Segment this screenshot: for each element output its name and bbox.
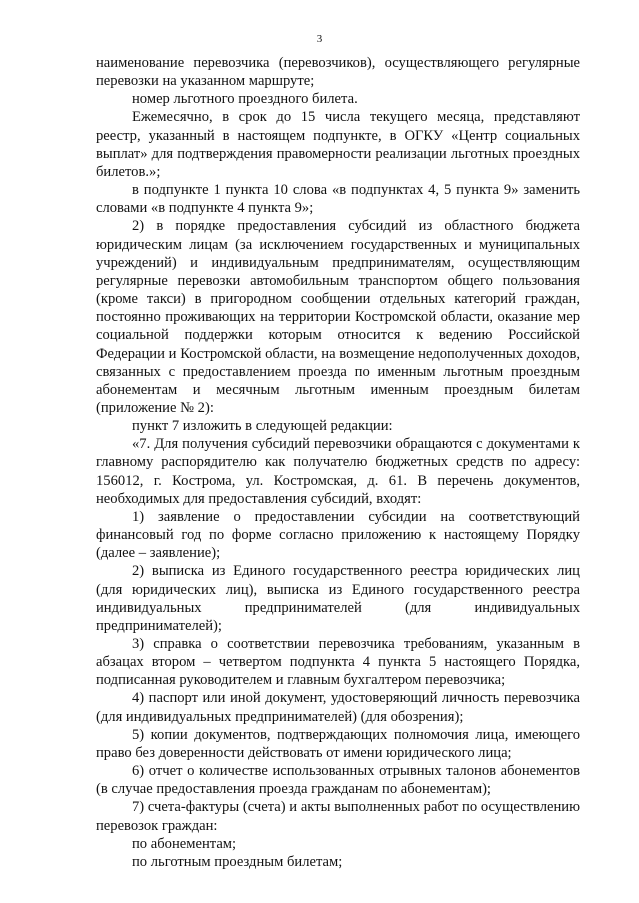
list-item-application: 1) заявление о предоставлении субсидии на соответствующий финансовый год по форме согласно приложению к настоящему Порядку (далее – заявление); xyxy=(96,508,580,562)
paragraph-monthly-registry: Ежемесячно, в срок до 15 числа текущего месяца, представляют реестр, указанный в настоящем подпункте, в ОГКУ «Центр социальных выплат» для подтверждения правомерности реализации льготных проездных билетов.»; xyxy=(96,109,580,180)
paragraph-point-7-text: «7. Для получения субсидий перевозчики обращаются с документами к главному распорядителю как получателю бюджетных средств по адресу: 156012, г. Кострома, ул. Костромская, д. 61. В перечень документов, необходимых для предоставления субсидий, входят: xyxy=(96,436,580,507)
paragraph-subsidy-order-2: 2) в порядке предоставления субсидий из областного бюджета юридическим лицам (за исключением государственных и муниципальных учреждений) и индивидуальным предпринимателям, осуществляющим регулярные перевозки автомобильным транспортом общего пользования (кроме такси) в пригородном сообщении отдельных категорий граждан, постоянно проживающих на территории Костромской области, оказание мер социальной поддержки которым относится к ведению Российской Федерации и Костромской области, на возмещение недополученных доходов, связанных с предоставлением проезда по именным льготным проездным абонементам и месячным льготным именным проездным билетам (приложение № 2): xyxy=(96,218,580,416)
paragraph-point-10-amendment: в подпункте 1 пункта 10 слова «в подпунктах 4, 5 пункта 9» заменить словами «в подпункте 4 пункта 9»; xyxy=(96,182,580,217)
page-number: 3 xyxy=(316,33,323,45)
list-item-registry-extract: 2) выписка из Единого государственного реестра юридических лиц (для юридических лиц), выписка из Единого государственного реестра индивидуальных предпринимателей (для индивидуальных предпринимателей); xyxy=(96,563,580,634)
list-item-invoices-acts: 7) счета-фактуры (счета) и акты выполненных работ по осуществлению перевозок граждан: xyxy=(96,799,580,834)
sub-item-preferential-tickets: по льготным проездным билетам; xyxy=(132,853,343,870)
list-item-coupon-report: 6) отчет о количестве использованных отрывных талонов абонементов (в случае предоставления проезда гражданам по абонементам); xyxy=(96,763,580,798)
list-item-authority-copies: 5) копии документов, подтверждающих полномочия лица, имеющего право без доверенности действовать от имени юридического лица; xyxy=(96,726,580,761)
list-item-compliance-certificate: 3) справка о соответствии перевозчика требованиям, указанным в абзацах втором – четвертом подпункта 4 пункта 5 настоящего Порядка, подписанная руководителем и главным бухгалтером перевозчика; xyxy=(96,636,580,689)
list-item-passport: 4) паспорт или иной документ, удостоверяющий личность перевозчика (для индивидуальных предпринимателей) (для обозрения); xyxy=(96,690,580,725)
paragraph-point-7-intro: пункт 7 изложить в следующей редакции: xyxy=(132,418,393,435)
document-body xyxy=(96,54,580,871)
sub-item-subscriptions: по абонементам; xyxy=(132,835,237,852)
paragraph-ticket-number: номер льготного проездного билета. xyxy=(132,91,358,108)
paragraph-carrier-name: наименование перевозчика (перевозчиков), осуществляющего регулярные перевозки на указанном маршруте; xyxy=(96,55,580,90)
